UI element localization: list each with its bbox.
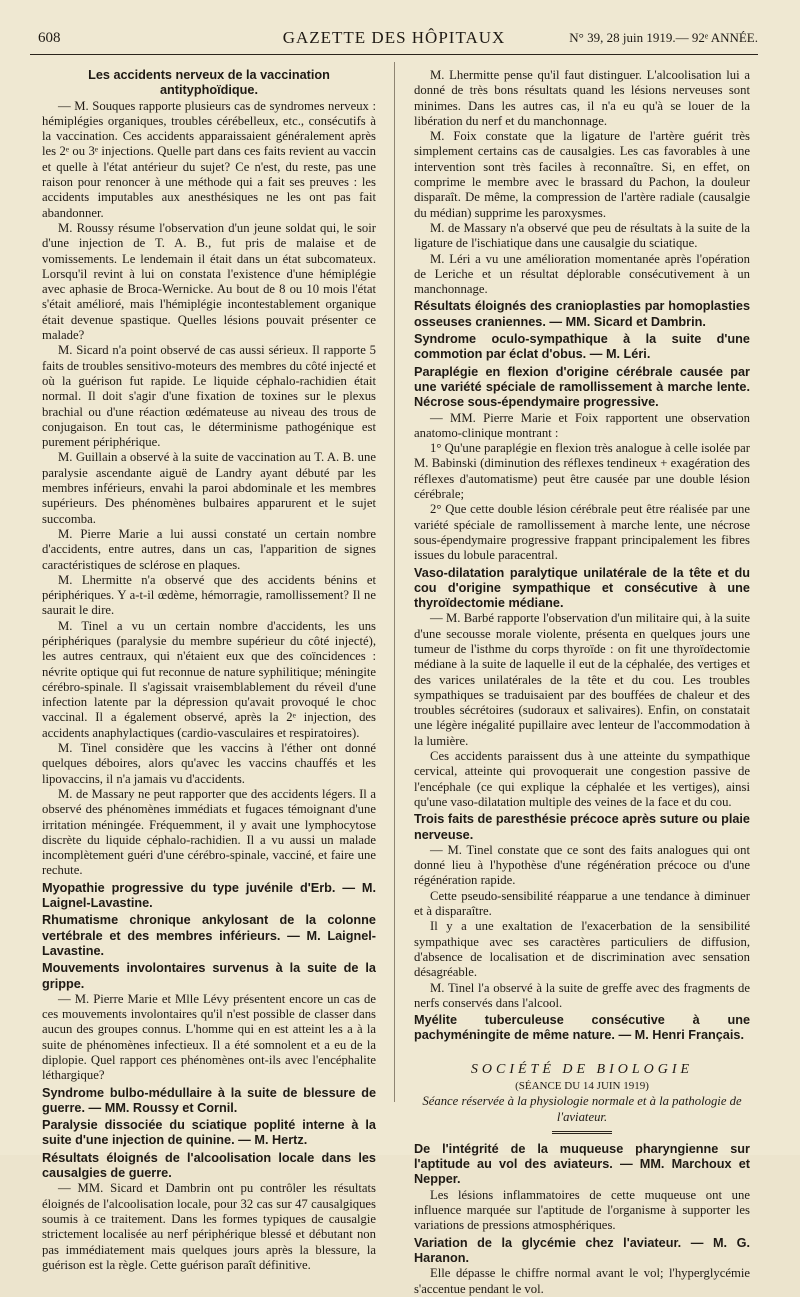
left-column <box>42 68 376 1273</box>
paragraph: M. de Massary ne peut rapporter que des accidents légers. Il a observé des phénomènes immédiats et fugaces témoignant d'une irritation méningée. Fréquemment, il y avait une lymphocytose discrète du liquide céphalo-rachidien. Il a vu aussi un malade incomplètement guéri d'une cérébro-spinale, vacciné, et faire une rechute. <box>42 786 376 878</box>
section-heading: Myélite tuberculeuse consécutive à une pachyméningite de même nature. — M. Henri Français. <box>414 1013 750 1043</box>
article-title: Les accidents nerveux de la vaccination antityphoïdique. <box>88 68 330 98</box>
section-heading: Vaso-dilatation paralytique unilatérale de la tête et du cou d'origine sympathique et consécutive à une thyroïdectomie médiane. <box>414 565 750 611</box>
paragraph: M. Foix constate que la ligature de l'artère guérit très simplement certains cas de causalgies. Les cas favorables à une intervention sont très faciles à reconnaître. Si, en effet, on comprime le membre avec le brassard du Pachon, la douleur disparaît. De même, la compression de l'artère radiale (causalgie du médian) supprime les paroxysmes. <box>414 129 750 220</box>
section-heading: Rhumatisme chronique ankylosant de la colonne vertébrale et des membres inférieurs. — M. Laignel-Lavastine. <box>42 913 376 958</box>
paragraph: 2° Que cette double lésion cérébrale peut être réalisée par une variété spéciale de ramollissement à marche lente, une nécrose sous-épendymaire progressive frappant principalement les fibres issues du lobule paracentral. <box>414 502 750 563</box>
paragraph: — MM. Pierre Marie et Foix rapportent une observation anatomo-clinique montrant : <box>414 410 750 440</box>
section-heading: Syndrome oculo-sympathique à la suite d'une commotion par éclat d'obus. — M. Léri. <box>414 332 750 362</box>
paragraph: M. Tinel considère que les vaccins à l'éther ont donné quelques déboires, alors qu'avec les vaccins chauffés et les lipovaccins, il n'a jamais vu d'accidents. <box>42 741 376 786</box>
paragraph: M. Pierre Marie a lui aussi constaté un certain nombre d'accidents, entre autres, dans un cas, l'apparition de signes caractéristiques de sclérose en plaques. <box>42 526 376 572</box>
section-heading: Paraplégie en flexion d'origine cérébrale causée par une variété spéciale de ramollissement à marche lente. Nécrose sous-épendymaire progressive. <box>414 364 750 410</box>
paragraph: — MM. Sicard et Dambrin ont pu contrôler les résultats éloignés de l'alcoolisation locale, pour 32 cas sur 47 causalgiques soumis à ce traitement. Dans les formes typiques de causalgie strictement localisée au nerf périphérique blessé et débutant non pas immédiatement mais quelques jours après la blessure, la guérison est la règle. Cette guérison paraît définitive. <box>42 1181 376 1272</box>
paragraph: M. Lhermitte pense qu'il faut distinguer. L'alcoolisation lui a donné de très bons résultats quand les lésions nerveuses sont minimes. Dans les autres cas, il n'a eu qu'à se louer de la libération du nerf et du manchonnage. <box>414 68 750 128</box>
section-heading: De l'intégrité de la muqueuse pharyngienne sur l'aptitude au vol des aviateurs. — MM. Marchoux et Nepper. <box>414 1141 750 1187</box>
issue-info: N° 39, 28 juin 1919.— 92ᵉ ANNÉE. <box>569 30 758 45</box>
column-divider <box>394 62 395 1102</box>
paragraph: Elle dépasse le chiffre normal avant le vol; l'hyperglycémie s'accentue pendant le vol. <box>414 1266 750 1296</box>
section-heading: Résultats éloignés de l'alcoolisation locale dans les causalgies de guerre. <box>42 1150 376 1181</box>
paragraph: Ces accidents paraissent dus à une atteinte du sympathique cervical, atteinte qui provoquerait une congestion passive de l'encéphale (ce qui explique la céphalée et les vertiges), ainsi qu'une vaso-dilatation multiple des veines de la face et du cou. <box>414 749 750 809</box>
paragraph: — M. Souques rapporte plusieurs cas de syndromes nerveux : hémiplégies organiques, troubles cérébelleux, etc., consécutifs à la vaccination. Ces accidents apparaissaient généralement après les 2ᵉ ou 3ᵉ injections. Quelle part dans ces faits revient au vaccin et quelle à l'état antérieur du sujet? Ce n'est, du reste, pas une raison pour renoncer à une méthode qui a fait ses preuves : les accidents imputables aux anesthésiques ne les ont pas fait abandonner. <box>42 98 376 220</box>
paragraph: M. Léri a vu une amélioration momentanée après l'opération de Leriche et un résultat déplorable consécutivement à un manchonnage. <box>414 251 750 297</box>
paragraph: — M. Pierre Marie et Mlle Lévy présentent encore un cas de ces mouvements involontaires qu'il n'est possible de classer dans aucun des groupes connus. L'homme qui en est atteint les a à la suite de phénomènes infectieux. Il a été somnolent et a eu de la diplopie. Quel rapport ces phénomènes ont-ils avec l'encéphalite léthargique? <box>42 991 376 1083</box>
section-heading: Mouvements involontaires survenus à la suite de la grippe. <box>42 961 376 991</box>
section-heading: Myopathie progressive du type juvénile d'Erb. — M. Laignel-Lavastine. <box>42 880 376 911</box>
society-session: (SÉANCE DU 14 JUIN 1919) <box>515 1080 649 1092</box>
section-heading: Paralysie dissociée du sciatique poplité interne à la suite d'une injection de quinine. — M. Hertz. <box>42 1118 376 1148</box>
society-note: Séance réservée à la physiologie normale et à la pathologie de l'aviateur. <box>422 1094 742 1124</box>
paragraph: M. Tinel l'a observé à la suite de greffe avec des fragments de nerfs conservés dans l'alcool. <box>414 980 750 1010</box>
society-title: SOCIÉTÉ DE BIOLOGIE <box>470 1061 694 1077</box>
section-heading: Syndrome bulbo-médullaire à la suite de blessure de guerre. — MM. Roussy et Cornil. <box>42 1085 376 1115</box>
paragraph: M. Sicard n'a point observé de cas aussi sérieux. Il rapporte 5 faits de troubles sensitivo-moteurs des membres du côté injecté et où la guérison fut rapide. Le liquide céphalo-rachidien était normal. Il doit s'agir d'une fixation de toxines sur le plexus brachial ou d'une réaction œdémateuse au niveau des trous de conjugaison. En tout cas, le déterminisme pathogénique est purement périphérique. <box>42 343 376 450</box>
paragraph: M. Tinel a vu un certain nombre d'accidents, les uns périphériques (paralysie du membre supérieur du côté injecté), les autres centraux, qui n'étaient eux que des coïncidences : névrite optique qui fut reconnue de nature syphilitique; méningite cérébro-spinale. Il s'agissait vraisemblablement du réveil d'une infection latente par la dépression qu'avait provoqué le choc vaccinal. Il a également observé, après la 2ᵉ injection, des accidents anaphylactiques (cardio-vasculaires et respiratoires). <box>42 618 376 740</box>
paragraph: Il y a une exaltation de l'exacerbation de la sensibilité sympathique avec ses caractères particuliers de diffusion, d'absence de localisation et de discrimination avec sensation désagréable. <box>414 919 750 980</box>
section-heading: Variation de la glycémie chez l'aviateur. — M. G. Haranon. <box>414 1235 750 1265</box>
right-column <box>414 68 750 1297</box>
section-heading: Trois faits de paresthésie précoce après suture ou plaie nerveuse. <box>414 812 750 842</box>
paragraph: 1° Qu'une paraplégie en flexion très analogue à celle isolée par M. Babinski (diminution des réflexes tendineux + exagération des réflexes d'automatisme) peut être causée par une double lésion cérébrale; <box>414 441 750 502</box>
paragraph: Les lésions inflammatoires de cette muqueuse ont une influence marquée sur l'aptitude de l'organisme à supporter les variations de pressions atmosphériques. <box>414 1187 750 1233</box>
paragraph: — M. Tinel constate que ce sont des faits analogues qui ont donné lieu à l'hypothèse d'une régénération précoce ou d'une régénération rapide. <box>414 842 750 888</box>
paragraph: M. Lhermitte n'a observé que des accidents bénins et périphériques. Y a-t-il œdème, hémorragie, ramollissement? Il ne saurait le dire. <box>42 572 376 618</box>
paragraph: M. Roussy résume l'observation d'un jeune soldat qui, le soir d'une injection de T. A. B., fut pris de malaise et de vomissements. Le lendemain il était dans un état subcomateux. Lorsqu'il revint à lui on constata l'existence d'une hémiplégie avec aphasie de Broca-Wernicke. Au bout de 8 ou 10 mois l'état s'était amélioré, mais l'hémiplégie incontestablement organique était devenue spastique. Quelles lésions pouvait présenter ce malade? <box>42 220 376 343</box>
paragraph: — M. Barbé rapporte l'observation d'un militaire qui, à la suite d'une secousse morale violente, présenta en quelques jours une tumeur de l'isthme du corps thyroïde : on fit une thyroïdectomie médiane à la suite de laquelle il eut de la céphalée, des vertiges et des varices unilatérales de la tête et du cou. Les troubles sympathiques se traduisaient par des bouffées de chaleur et des troubles sécrétoires (sudoraux et salivaires). Enfin, on constatait une légère inégalité pupillaire avec lenteur de l'accommodation à la lumière. <box>414 611 750 748</box>
page-number: 608 <box>38 30 61 46</box>
section-heading: Résultats éloignés des cranioplasties par homoplasties osseuses craniennes. — MM. Sicard et Dambrin. <box>414 299 750 329</box>
journal-title: GAZETTE DES HÔPITAUX <box>282 28 506 47</box>
decorative-rule <box>552 1131 612 1134</box>
paragraph: Cette pseudo-sensibilité réapparue a une tendance à diminuer et à disparaître. <box>414 888 750 919</box>
page-header <box>30 24 758 55</box>
paragraph: M. Guillain a observé à la suite de vaccination au T. A. B. une paralysie ascendante aiguë de Landry ayant débuté par les membres inférieurs, envahi la paroi abdominale et les membres supérieurs. Des phénomènes bulbaires apparurent et le sujet succomba. <box>42 450 376 526</box>
paragraph: M. de Massary n'a observé que peu de résultats à la suite de la ligature de l'ischiatique dans une causalgie du sciatique. <box>414 220 750 251</box>
